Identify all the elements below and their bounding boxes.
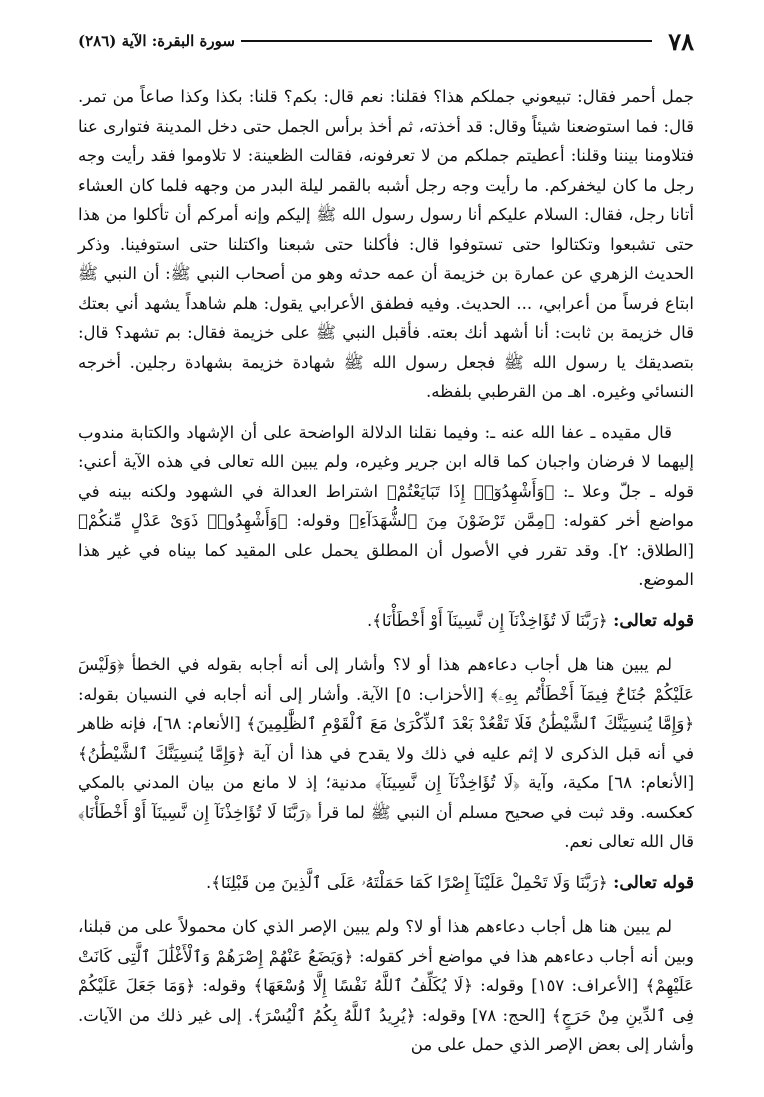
running-title: سورة البقرة: الآية (٢٨٦)	[78, 32, 235, 50]
quran-verse: ﴿رَبَّنَا وَلَا تَحْمِلْ عَلَيْنَآ إِصْرًا كَمَا حَمَلْتَهُۥ عَلَى ٱلَّذِينَ مِن قَبْلِنَا﴾.	[206, 872, 608, 892]
header-rule	[241, 40, 652, 42]
heading-lead: قوله تعالى:	[613, 872, 694, 893]
page-body	[78, 82, 694, 1060]
quran-verse: ﴿رَبَّنَا لَا تُؤَاخِذْنَآ إِن نَّسِينَآ أَوْ أَخْطَأْنَا﴾.	[367, 610, 608, 630]
paragraph: لم يبين هنا هل أجاب دعاءهم هذا أو لا؟ ولم يبين الإصر الذي كان محمولاً على من قبلنا، وبين أنه أجاب دعاءهم هذا في مواضع أخر كقوله: ﴿وَيَضَعُ عَنْهُمْ إِصْرَهُمْ وَٱلْأَغْلَٰلَ ٱلَّتِى كَانَتْ عَلَيْهِمْ﴾ [الأعراف: ١٥٧] وقوله: ﴿لَا يُكَلِّفُ ٱللَّهُ نَفْسًا إِلَّا وُسْعَهَا﴾ وقوله: ﴿وَمَا جَعَلَ عَلَيْكُمْ فِى ٱلدِّينِ مِنْ حَرَجٍ﴾ [الحج: ٧٨] وقوله: ﴿يُرِيدُ ٱللَّهُ بِكُمُ ٱلْيُسْرَ﴾. إلى غير ذلك من الآيات. وأشار إلى بعض الإصر الذي حمل على من	[78, 917, 694, 1054]
section-heading	[78, 868, 694, 899]
paragraph: قال مقيده ـ عفا الله عنه ـ: وفيما نقلنا الدلالة الواضحة على أن الإشهاد والكتابة مندوب إليهما لا فرضان واجبان كما قاله ابن جرير وغيره، ولم يبين الله تعالى في هذه الآية أعني: قوله ـ جلّ وعلا ـ: ﴿وَأَشْهِدُوٓا۟ إِذَا تَبَايَعْتُمْ﴾ اشتراط العدالة في الشهود ولكنه بينه في مواضع أخر كقوله: ﴿مِمَّن تَرْضَوْنَ مِنَ ٱلشُّهَدَآءِ﴾ وقوله: ﴿وَأَشْهِدُوا۟ ذَوَىْ عَدْلٍ مِّنكُمْ﴾ [الطلاق: ٢]. وقد تقرر في الأصول أن المطلق يحمل على المقيد كما بيناه في غير هذا الموضع.	[78, 422, 694, 589]
page-header	[78, 26, 694, 56]
paragraph: جمل أحمر فقال: تبيعوني جملكم هذا؟ فقلنا: نعم قال: بكم؟ قلنا: بكذا وكذا صاعاً من تمر. قال: فما استوضعنا شيئاً وقال: قد أخذته، ثم أخذ برأس الجمل حتى دخل المدينة فتوارى عنا فتلاومنا بيننا وقلنا: أعطيتم جملكم من لا تعرفونه، فقالت الظعينة: لا تلاوموا فقد رأيت وجه رجل ما كان ليخفركم. ما رأيت وجه رجل أشبه بالقمر ليلة البدر من وجهه فلما كان العشاء أتانا رجل، فقال: السلام عليكم أنا رسول رسول الله ﷺ إليكم وإنه أمركم أن تأكلوا من هذا حتى تشبعوا وتكتالوا حتى تستوفوا قال: فأكلنا حتى شبعنا واكتلنا حتى استوفينا. وذكر الحديث الزهري عن عمارة بن خزيمة أن عمه حدثه وهو من أصحاب النبي ﷺ: أن النبي ﷺ ابتاع فرساً من أعرابي، ... الحديث. وفيه فطفق الأعرابي يقول: هلم شاهداً يشهد أني بعتك قال خزيمة بن ثابت: أنا أشهد أنك بعته. فأقبل النبي ﷺ على خزيمة فقال: بم تشهد؟ قال: بتصديقك يا رسول الله ﷺ فجعل رسول الله ﷺ شهادة خزيمة بشهادة رجلين. أخرجه النسائي وغيره. اهـ من القرطبي بلفظه.	[78, 87, 694, 401]
paragraph: لم يبين هنا هل أجاب دعاءهم هذا أو لا؟ وأشار إلى أنه أجابه بقوله في الخطأ ﴿وَلَيْسَ عَلَيْكُمْ جُنَاحٌ فِيمَآ أَخْطَأْتُم بِهِۦ﴾ [الأحزاب: ٥] الآية. وأشار إلى أنه أجابه في النسيان بقوله: ﴿وَإِمَّا يُنسِيَنَّكَ ٱلشَّيْطَٰنُ فَلَا تَقْعُدْ بَعْدَ ٱلذِّكْرَىٰ مَعَ ٱلْقَوْمِ ٱلظَّٰلِمِينَ﴾ [الأنعام: ٦٨]، فإنه ظاهر في أنه قبل الذكرى لا إثم عليه في ذلك ولا يقدح في هذا أن آية ﴿وَإِمَّا يُنسِيَنَّكَ ٱلشَّيْطَٰنُ﴾ [الأنعام: ٦٨] مكية، وآية ﴿لَا تُؤَاخِذْنَآ إِن نَّسِينَآ﴾ مدنية؛ إذ لا مانع من بيان المدني بالمكي كعكسه. وقد ثبت في صحيح مسلم أن النبي ﷺ لما قرأ ﴿رَبَّنَا لَا تُؤَاخِذْنَآ إِن نَّسِينَآ أَوْ أَخْطَأْنَا﴾ قال الله تعالى نعم.	[78, 655, 695, 851]
section-heading	[78, 606, 694, 637]
page-number: ٧٨	[668, 26, 694, 56]
heading-lead: قوله تعالى:	[613, 610, 694, 631]
